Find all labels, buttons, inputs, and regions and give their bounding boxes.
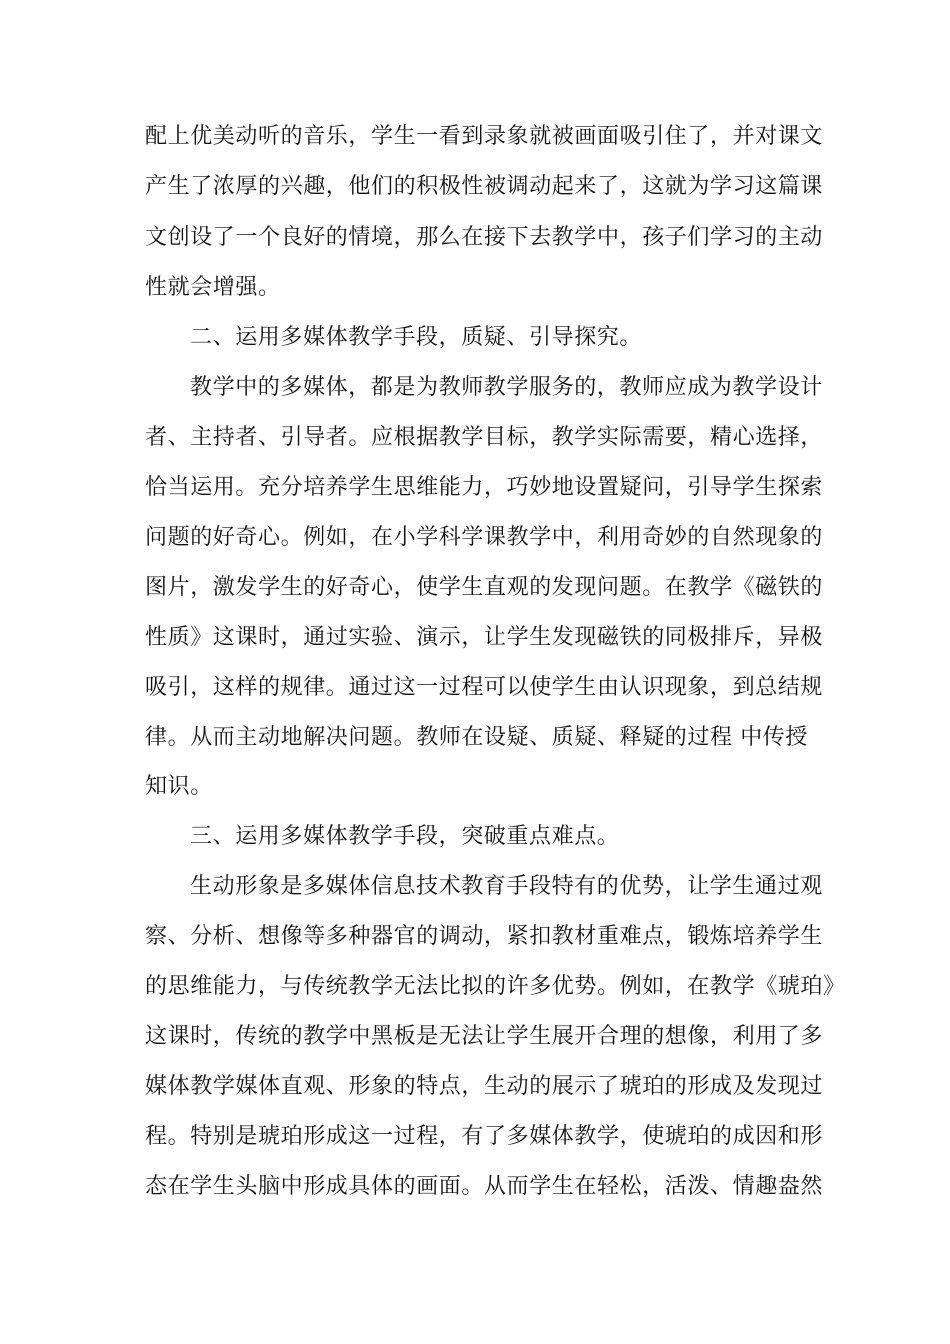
- text-line: 者、主持者、引导者。应根据教学目标，教学实际需要，精心选择，: [145, 425, 824, 450]
- text-line: 律。从而主动地解决问题。教师在设疑、质疑、释疑的过程 中传授: [145, 725, 808, 750]
- text-line: 性就会增强。: [145, 275, 281, 300]
- section-heading: 三、运用多媒体教学手段，突破重点难点。: [190, 824, 620, 849]
- text-line: 图片，激发学生的好奇心，使学生直观的发现问题。在教学《磁铁的: [145, 575, 824, 600]
- text-line: 的思维能力，与传统教学无法比拟的许多优势。例如，在教学《琥珀》: [145, 974, 846, 999]
- text-line: 察、分析、想像等多种器官的调动，紧扣教材重难点，锻炼培养学生: [145, 924, 824, 949]
- section-heading: 二、运用多媒体教学手段，质疑、引导探究。: [190, 325, 643, 350]
- text-line: 态在学生头脑中形成具体的画面。从而学生在轻松，活泼、情趣盎然: [145, 1174, 824, 1199]
- text-line: 配上优美动听的音乐，学生一看到录象就被画面吸引住了，并对课文: [145, 124, 824, 149]
- text-line: 吸引，这样的规律。通过这一过程可以使学生由认识现象，到总结规: [145, 675, 824, 700]
- paragraph-start-line: 生动形象是多媒体信息技术教育手段特有的优势，让学生通过观: [190, 874, 823, 899]
- text-line: 这课时，传统的教学中黑板是无法让学生展开合理的想像，利用了多: [145, 1024, 824, 1049]
- text-line: 恰当运用。充分培养学生思维能力，巧妙地设置疑问，引导学生探索: [145, 475, 824, 500]
- text-line: 文创设了一个良好的情境，那么在接下去教学中，孩子们学习的主动: [145, 225, 824, 250]
- paragraph-start-line: 教学中的多媒体，都是为教师教学服务的，教师应成为教学设计: [190, 375, 823, 400]
- text-line: 性质》这课时，通过实验、演示，让学生发现磁铁的同极排斥，异极: [145, 625, 824, 650]
- text-line: 知识。: [145, 774, 213, 799]
- text-line: 媒体教学媒体直观、形象的特点，生动的展示了琥珀的形成及发现过: [145, 1074, 824, 1099]
- text-line: 产生了浓厚的兴趣，他们的积极性被调动起来了，这就为学习这篇课: [145, 174, 824, 199]
- text-line: 问题的好奇心。例如，在小学科学课教学中，利用奇妙的自然现象的: [145, 525, 824, 550]
- text-line: 程。特别是琥珀形成这一过程，有了多媒体教学，使琥珀的成因和形: [145, 1124, 824, 1149]
